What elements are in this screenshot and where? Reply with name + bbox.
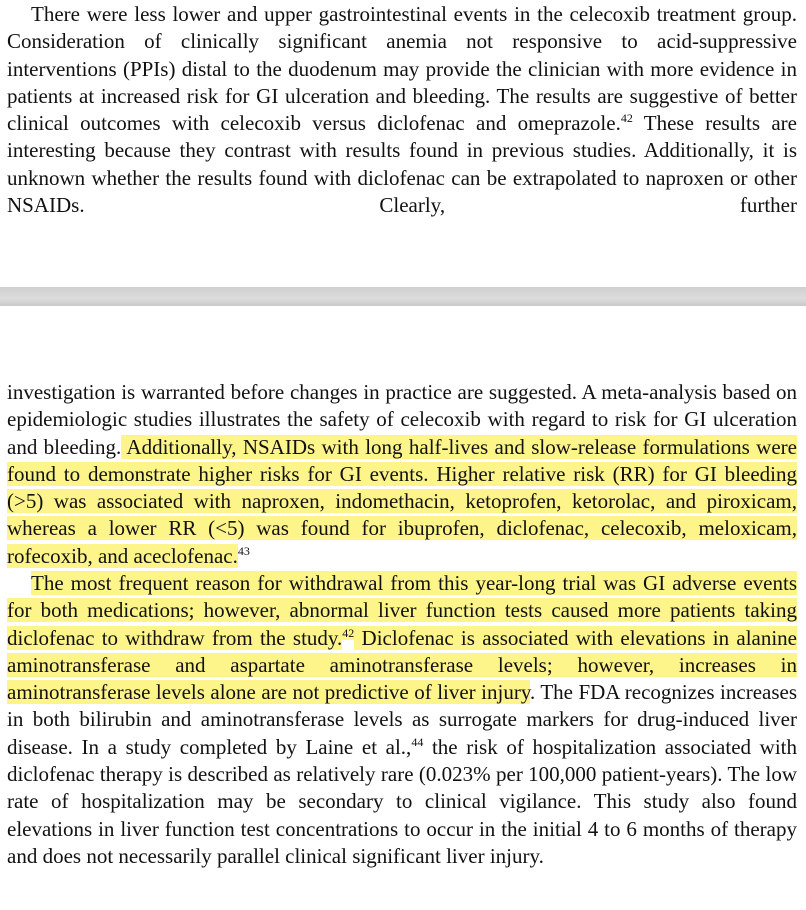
reference-44: 44 xyxy=(411,734,424,749)
paragraph-bottom-2[interactable] xyxy=(7,570,797,870)
reference-43: 43 xyxy=(237,543,250,558)
paragraph-2-plain-a: . The FDA recognizes increases in both bilirubin and aminotransferase levels as surrogate markers for drug-induced liver disease. In a study completed by Laine et al., xyxy=(7,680,798,759)
pdf-page-bottom xyxy=(0,306,806,910)
paragraph-1-plain: investigation is warranted before changes in practice are suggested. A meta-analysis based on epidemiologic studies illustrates the safety of celecoxib with regard to risk for GI ulceration and bleeding. xyxy=(7,380,797,459)
reference-42: 42 xyxy=(620,111,633,126)
paragraph-top-text-continued: These results are interesting because they contrast with results found in previous studies. Additionally, it is unknown whether the results found with diclofenac can be extrapolated to naproxen or other NSAIDs. Clearly, further xyxy=(7,111,797,218)
reference-42b: 42 xyxy=(342,625,355,640)
paragraph-2-highlight-b[interactable]: Diclofenac is associated with elevations in alanine aminotransferase and aspartate aminotransferase levels; however, increases in aminotransferase levels alone are not predictive of liver injury xyxy=(7,625,798,705)
paragraph-2-plain-b: the risk of hospitalization associated with diclofenac therapy is described as relatively rare (0.023% per 100,000 patient-years). The low rate of hospitalization may be secondary to clinical vigilance. This study also found elevations in liver function test concentrations to occur in the initial 4 to 6 months of therapy and does not necessarily parallel clinical significant liver injury. xyxy=(7,734,797,868)
page-separator xyxy=(0,287,806,306)
paragraph-top-text: There were less lower and upper gastrointestinal events in the celecoxib treatment group. Consideration of clinically significant anemia not responsive to acid-suppressive interventions (PPIs) distal to the duodenum may provide the clinician with more evidence in patients at increased risk for GI ulceration and bleeding. The results are suggestive of better clinical outcomes with celecoxib versus diclofenac and omeprazole. xyxy=(7,2,797,136)
paragraph-bottom-1[interactable] xyxy=(7,379,797,570)
paragraph-2-highlight-a[interactable]: The most frequent reason for withdrawal from this year-long trial was GI adverse events for both medications; however, abnormal liver function tests caused more patients taking diclofenac to withdraw from the study. xyxy=(7,571,797,650)
paragraph-top[interactable] xyxy=(7,1,797,219)
paragraph-1-highlight[interactable]: Additionally, NSAIDs with long half-lives and slow-release formulations were found to demonstrate higher risks for GI events. Higher relative risk (RR) for GI bleeding (>5) was associated with naproxen, indomethacin, ketoprofen, ketorolac, and piroxicam, whereas a lower RR (<5) was found for ibuprofen, diclofenac, celecoxib, meloxicam, rofecoxib, and aceclofenac. xyxy=(7,434,797,568)
pdf-page-top xyxy=(0,0,806,287)
